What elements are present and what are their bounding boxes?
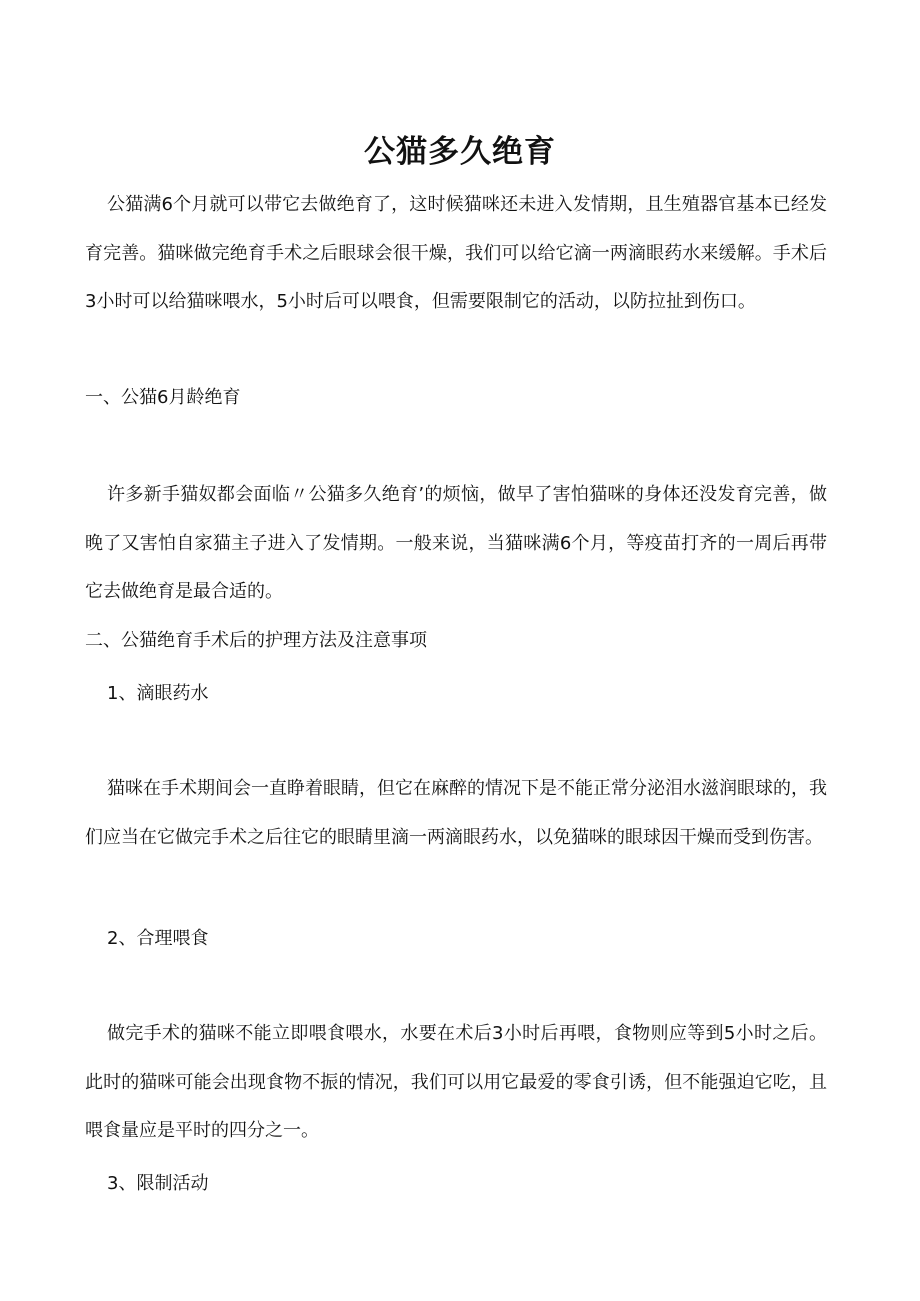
- intro-paragraph: 公猫满6个月就可以带它去做绝育了，这时候猫咪还未进入发情期，且生殖器官基本已经发育完善。猫咪做完绝育手术之后眼球会很干燥，我们可以给它滴一两滴眼药水来缓解。手术后3小时可以给猫咪喂水，5小时后可以喂食，但需要限制它的活动，以防拉扯到伤口。: [85, 194, 827, 312]
- item1-heading: 1、滴眼药水: [107, 683, 209, 704]
- item3-heading: 3、限制活动: [107, 1173, 209, 1194]
- section2-heading: 二、公猫绝育手术后的护理方法及注意事项: [85, 630, 427, 651]
- section1-paragraph: 许多新手猫奴都会面临〃公猫多久绝育’的烦恼，做早了害怕猫咪的身体还没发育完善，做晚了又害怕自家猫主子进入了发情期。一般来说，当猫咪满6个月，等疫苗打齐的一周后再带它去做绝育是最合适的。: [85, 484, 827, 602]
- document-title: 公猫多久绝育: [364, 134, 556, 170]
- item1-paragraph: 猫咪在手术期间会一直睁着眼睛，但它在麻醉的情况下是不能正常分泌泪水滋润眼球的，我们应当在它做完手术之后往它的眼睛里滴一两滴眼药水，以免猫咪的眼球因干燥而受到伤害。: [85, 778, 827, 848]
- item2-paragraph: 做完手术的猫咪不能立即喂食喂水，水要在术后3小时后再喂，食物则应等到5小时之后。此时的猫咪可能会出现食物不振的情况，我们可以用它最爱的零食引诱，但不能强迫它吃，且喂食量应是平时的四分之一。: [85, 1023, 827, 1141]
- item2-heading: 2、合理喂食: [107, 928, 209, 949]
- section1-heading: 一、公猫6月龄绝育: [85, 387, 241, 408]
